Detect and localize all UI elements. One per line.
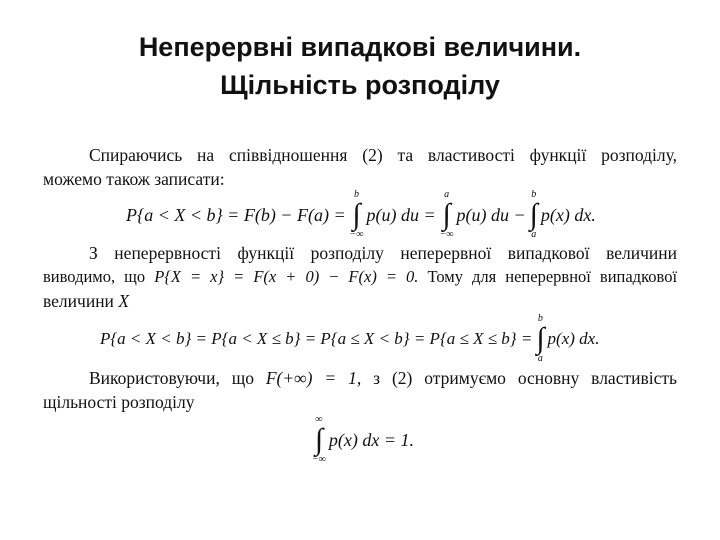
paragraph-3-line-1 — [43, 366, 677, 390]
upper-limit: a — [444, 189, 450, 200]
paragraph-3-line-2: щільності розподілу — [43, 392, 195, 412]
lower-limit: −∞ — [349, 229, 364, 240]
integral-sign-icon: ∫ — [536, 322, 545, 355]
paragraph-2-line-2-pre: виводимо, що — [43, 267, 146, 286]
paragraph-2-line-3 — [43, 289, 677, 313]
paragraph-2-line-3-pre: величини — [43, 291, 114, 311]
formula-interval-equalities — [100, 314, 599, 364]
formula-2-term-1: p(x) dx. — [547, 329, 600, 348]
upper-limit: b — [354, 189, 360, 200]
integral-sign-icon: ∫ — [314, 423, 324, 456]
paragraph-2-line-2-post: Тому для неперервної випадкової — [427, 267, 678, 286]
lower-limit: −∞ — [312, 454, 326, 465]
upper-limit: b — [531, 189, 537, 200]
paragraph-1-line-2: можемо також записати: — [43, 169, 225, 189]
formula-1-lhs: P{a < X < b} = F(b) − F(a) = — [126, 204, 346, 225]
integral-sign-icon: ∫ — [352, 198, 361, 231]
integral-5 — [312, 415, 326, 465]
paragraph-3-line-1-post: з (2) отримуємо основну властивість — [373, 368, 677, 388]
formula-1-term-2: p(u) du − — [456, 204, 526, 225]
lower-limit: a — [537, 353, 543, 364]
integral-sign-icon: ∫ — [442, 198, 451, 231]
integral-3 — [530, 190, 538, 240]
lower-limit: a — [531, 229, 537, 240]
slide-title — [0, 28, 720, 104]
paragraph-2-line-1: З неперервності функції розподілу неперервної випадкової величини — [89, 243, 677, 263]
integral-2 — [440, 190, 454, 240]
inline-formula-zero-prob: P{X = x} = F(x + 0) − F(x) = 0. — [154, 267, 419, 286]
formula-1-term-1: p(u) du = — [366, 204, 436, 225]
formula-3-term-1: p(x) dx = 1. — [328, 429, 415, 450]
formula-normalization — [308, 415, 414, 465]
paragraph-3-line-1-pre: Використовуючи, що — [89, 368, 254, 388]
integral-4 — [536, 314, 544, 364]
formula-1-term-3: p(x) dx. — [540, 204, 596, 225]
paragraph-1-line-1: Спираючись на співвідношення (2) та властивості функції розподілу, — [89, 145, 677, 165]
inline-formula-f-infinity: F(+∞) = 1, — [265, 368, 362, 388]
integral-sign-icon: ∫ — [529, 198, 538, 231]
inline-variable-x: X — [118, 291, 130, 311]
upper-limit: ∞ — [315, 414, 323, 425]
title-line-2: Щільність розподілу — [220, 70, 500, 100]
lower-limit: −∞ — [439, 229, 454, 240]
upper-limit: b — [537, 313, 543, 324]
title-line-1: Неперервні випадкові величини. — [138, 32, 582, 62]
formula-2-lhs: P{a < X < b} = P{a < X ≤ b} = P{a ≤ X < b} = P{a ≤ X ≤ b} = — [100, 329, 533, 348]
paragraph-2-line-2 — [43, 265, 677, 289]
integral-1 — [350, 190, 364, 240]
formula-probability-interval — [126, 190, 596, 240]
